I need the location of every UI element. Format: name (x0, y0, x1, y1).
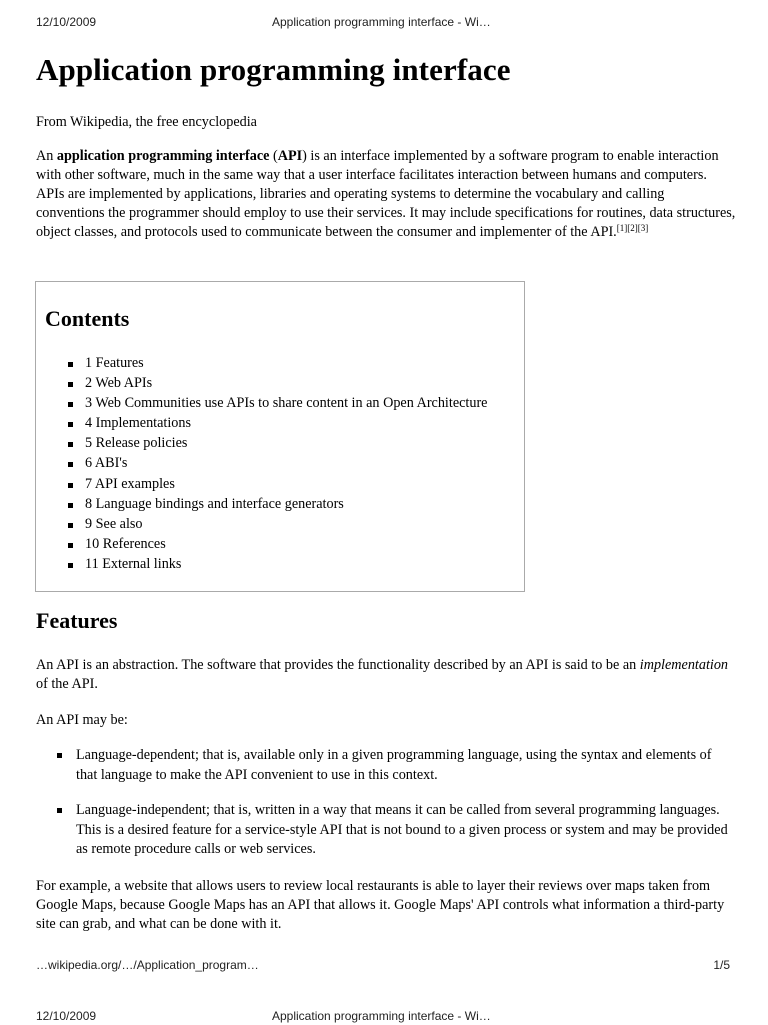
toc-item-release-policies[interactable]: 5 Release policies (66, 434, 487, 454)
toc-item-features[interactable]: 1 Features (66, 354, 487, 374)
footer-url: …wikipedia.org/…/Application_program… (36, 958, 259, 972)
toc-list (66, 354, 487, 575)
page-header (36, 15, 732, 31)
intro-paragraph: An application programming interface (API) is an interface implemented by a software program to enable interaction with other software, much in the same way that a user interface facilitates interaction between humans and computers. APIs are implemented by applications, libraries and operating systems to determine the vocabulary and calling conventions the programmer should employ to use their services. It may include specifications for routines, data structures, object classes, and protocols used to communicate between the consumer and implementer of the API.[1][2][3] (36, 148, 736, 240)
toc-item-abis[interactable]: 6 ABI's (66, 454, 487, 474)
table-of-contents (35, 281, 525, 592)
features-list (55, 746, 735, 785)
toc-title: Contents (45, 306, 130, 331)
toc-item-api-examples[interactable]: 7 API examples (66, 475, 487, 495)
features-paragraph-3: For example, a website that allows users to review local restaurants is able to layer their reviews over maps taken from Google Maps, because Google Maps has an API that allows it. Google Maps' API controls what information a third-party site can grab, and what can be done with it. (36, 878, 725, 932)
toc-item-implementations[interactable]: 4 Implementations (66, 414, 487, 434)
intro-abbr: API (277, 148, 303, 164)
page-footer (36, 958, 732, 974)
features-list-2 (55, 801, 735, 860)
next-page-header (36, 1009, 732, 1025)
features-heading: Features (36, 608, 118, 633)
toc-item-references[interactable]: 10 References (66, 535, 487, 555)
features-paragraph-1: An API is an abstraction. The software that provides the functionality described by an API is said to be an implementation of the API. (36, 657, 729, 692)
toc-item-language-bindings[interactable]: 8 Language bindings and interface generators (66, 495, 487, 515)
header-date: 12/10/2009 (36, 15, 97, 29)
list-item: Language-dependent; that is, available only in a given programming language, using the syntax and elements of that language to make the API convenient to use in this context. (55, 746, 735, 785)
toc-item-external-links[interactable]: 11 External links (66, 555, 487, 575)
header-title: Application programming interface - Wi… (272, 1009, 491, 1023)
toc-item-web-communities[interactable]: 3 Web Communities use APIs to share content in an Open Architecture (66, 394, 487, 414)
toc-item-web-apis[interactable]: 2 Web APIs (66, 374, 487, 394)
list-item: Language-independent; that is, written in a way that means it can be called from several programming languages. This is a desired feature for a service-style API that is not bound to a given process or system and may be provided as remote procedure calls or web services. (55, 801, 735, 860)
implementation-term: implementation (639, 657, 729, 673)
intro-references[interactable]: [1][2][3] (616, 223, 649, 233)
article-title: Application programming interface (36, 52, 511, 87)
header-date: 12/10/2009 (36, 1009, 97, 1023)
features-paragraph-2: An API may be: (36, 712, 128, 728)
page-number: 1/5 (713, 958, 730, 972)
intro-term: application programming interface (56, 148, 270, 164)
toc-item-see-also[interactable]: 9 See also (66, 515, 487, 535)
header-title: Application programming interface - Wi… (272, 15, 491, 29)
article-subtitle: From Wikipedia, the free encyclopedia (36, 114, 257, 130)
